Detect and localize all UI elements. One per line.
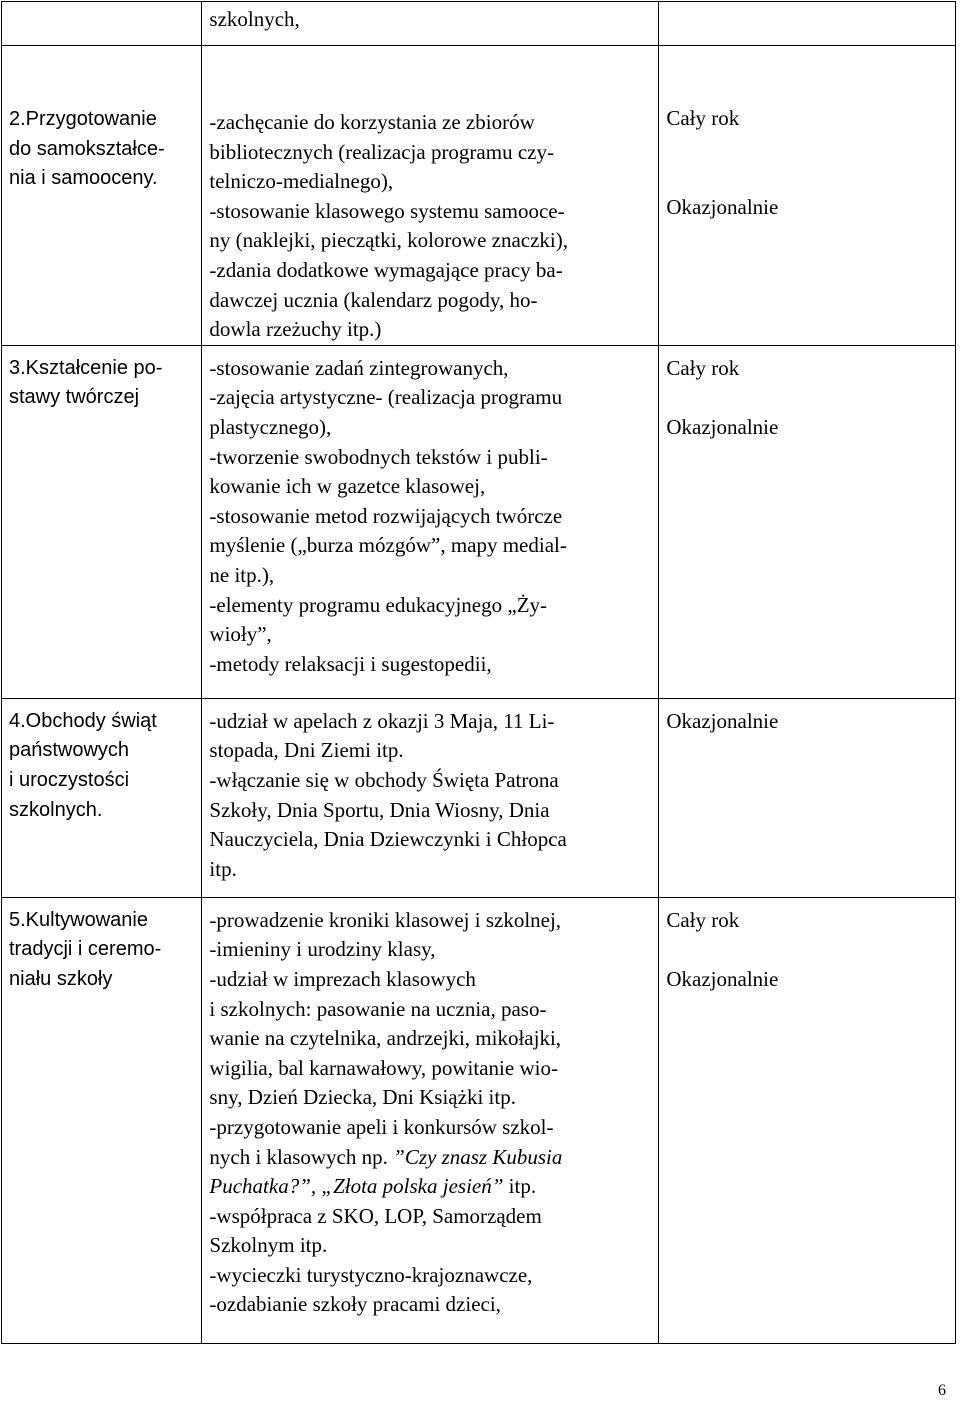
forms-text-mixed xyxy=(209,1172,658,1202)
forms-text: -tworzenie swobodnych tekstów i publi- xyxy=(209,444,548,469)
task-cell xyxy=(2,2,202,46)
forms-text: myślenie („burza mózgów”, mapy medial- xyxy=(209,533,567,558)
forms-text: wioły”, xyxy=(209,622,272,647)
italic-run: Puchatka?”, „Złota polska jesień” xyxy=(209,1174,504,1199)
term-text: Cały rok xyxy=(666,106,740,130)
task-cell xyxy=(2,698,202,897)
plan-table xyxy=(1,1,956,1344)
forms-text: ny (naklejki, pieczątki, kolorowe znaczki), xyxy=(209,228,569,253)
plain-run: itp. xyxy=(503,1174,537,1199)
forms-text: kowanie ich w gazetce klasowej, xyxy=(209,474,486,499)
forms-text: -wycieczki turystyczno-krajoznawcze, xyxy=(209,1262,533,1287)
task-text: stawy twórczej xyxy=(9,386,140,409)
term-text: Cały rok xyxy=(666,355,740,380)
forms-text: itp. xyxy=(209,856,237,881)
table-row xyxy=(2,46,956,346)
italic-run: ”Czy znasz Kubusia xyxy=(393,1144,563,1169)
forms-text: -stosowanie zadań zintegrowanych, xyxy=(209,355,509,380)
plain-run: nych i klasowych np. xyxy=(209,1144,394,1169)
forms-text: telniczo-medialnego), xyxy=(209,169,394,194)
forms-text: -współpraca z SKO, LOP, Samorządem xyxy=(209,1203,542,1228)
term-text: Cały rok xyxy=(666,907,740,932)
page-number: 6 xyxy=(938,1382,946,1399)
term-cell xyxy=(659,698,956,897)
task-cell xyxy=(2,897,202,1343)
forms-text: -udział w apelach z okazji 3 Maja, 11 Li- xyxy=(209,708,555,733)
forms-text: -stosowanie metod rozwijających twórcze xyxy=(209,503,563,528)
term-text: Okazjonalnie xyxy=(666,966,779,991)
task-text: 2.Przygotowanie xyxy=(9,108,157,130)
forms-cell xyxy=(202,698,659,897)
term-cell xyxy=(659,345,956,698)
table-row xyxy=(2,698,956,897)
task-text: 4.Obchody świąt xyxy=(9,709,157,732)
forms-text: -zachęcanie do korzystania ze zbiorów xyxy=(209,110,535,134)
task-text: państwowych xyxy=(9,739,130,762)
task-text: 5.Kultywowanie xyxy=(9,908,148,931)
term-text: Okazjonalnie xyxy=(666,194,779,219)
forms-text: sny, Dzień Dziecka, Dni Książki itp. xyxy=(209,1085,516,1110)
task-cell xyxy=(2,345,202,698)
task-text: i uroczystości xyxy=(9,768,130,791)
forms-cell xyxy=(202,897,659,1343)
table-row xyxy=(2,2,956,46)
forms-text: i szkolnych: pasowanie na ucznia, paso- xyxy=(209,996,547,1021)
forms-text: -prowadzenie kroniki klasowej i szkolnej, xyxy=(209,907,562,932)
forms-text: dawczej ucznia (kalendarz pogody, ho- xyxy=(209,287,538,312)
term-cell xyxy=(659,2,956,46)
forms-text: Szkoły, Dnia Sportu, Dnia Wiosny, Dnia xyxy=(209,797,550,822)
table-row xyxy=(2,897,956,1343)
term-text: Okazjonalnie xyxy=(666,708,779,733)
forms-text: -metody relaksacji i sugestopedii, xyxy=(209,651,492,676)
forms-text: -stosowanie klasowego systemu samooce- xyxy=(209,198,565,223)
forms-text: Szkolnym itp. xyxy=(209,1233,328,1258)
task-text: szkolnych. xyxy=(9,798,103,821)
forms-text: wanie na czytelnika, andrzejki, mikołajki, xyxy=(209,1026,562,1051)
term-text: Okazjonalnie xyxy=(666,414,779,439)
forms-cell xyxy=(202,345,659,698)
forms-cell xyxy=(202,2,659,46)
task-text: do samokształce- xyxy=(9,137,165,160)
task-text: tradycji i ceremo- xyxy=(9,938,162,961)
forms-text: -przygotowanie apeli i konkursów szkol- xyxy=(209,1114,554,1139)
forms-text: ne itp.), xyxy=(209,562,275,587)
forms-text: dowla rzeżuchy itp.) xyxy=(209,317,382,342)
forms-text: -zdania dodatkowe wymagające pracy ba- xyxy=(209,257,563,282)
forms-text: stopada, Dni Ziemi itp. xyxy=(209,738,404,763)
forms-text: plastycznego), xyxy=(209,414,332,439)
task-cell xyxy=(2,46,202,346)
forms-text-mixed xyxy=(209,1143,658,1173)
term-cell xyxy=(659,897,956,1343)
forms-text: -imieniny i urodziny klasy, xyxy=(209,937,436,962)
forms-text: -udział w imprezach klasowych xyxy=(209,966,476,991)
task-text: nia i samooceny. xyxy=(9,167,158,190)
forms-text: -włączanie się w obchody Święta Patrona xyxy=(209,767,559,792)
task-text: niału szkoły xyxy=(9,967,113,990)
forms-text: -ozdabianie szkoły pracami dzieci, xyxy=(209,1292,501,1317)
cell-text: szkolnych, xyxy=(209,7,300,31)
forms-text: -zajęcia artystyczne- (realizacja programu xyxy=(209,385,563,410)
forms-cell xyxy=(202,46,659,346)
forms-text: wigilia, bal karnawałowy, powitanie wio- xyxy=(209,1055,558,1080)
term-cell xyxy=(659,46,956,346)
forms-text: -elementy programu edukacyjnego „Ży- xyxy=(209,592,548,617)
forms-text: Nauczyciela, Dnia Dziewczynki i Chłopca xyxy=(209,827,567,852)
forms-text: bibliotecznych (realizacja programu czy- xyxy=(209,139,554,164)
task-text: 3.Kształcenie po- xyxy=(9,356,163,379)
table-row xyxy=(2,345,956,698)
